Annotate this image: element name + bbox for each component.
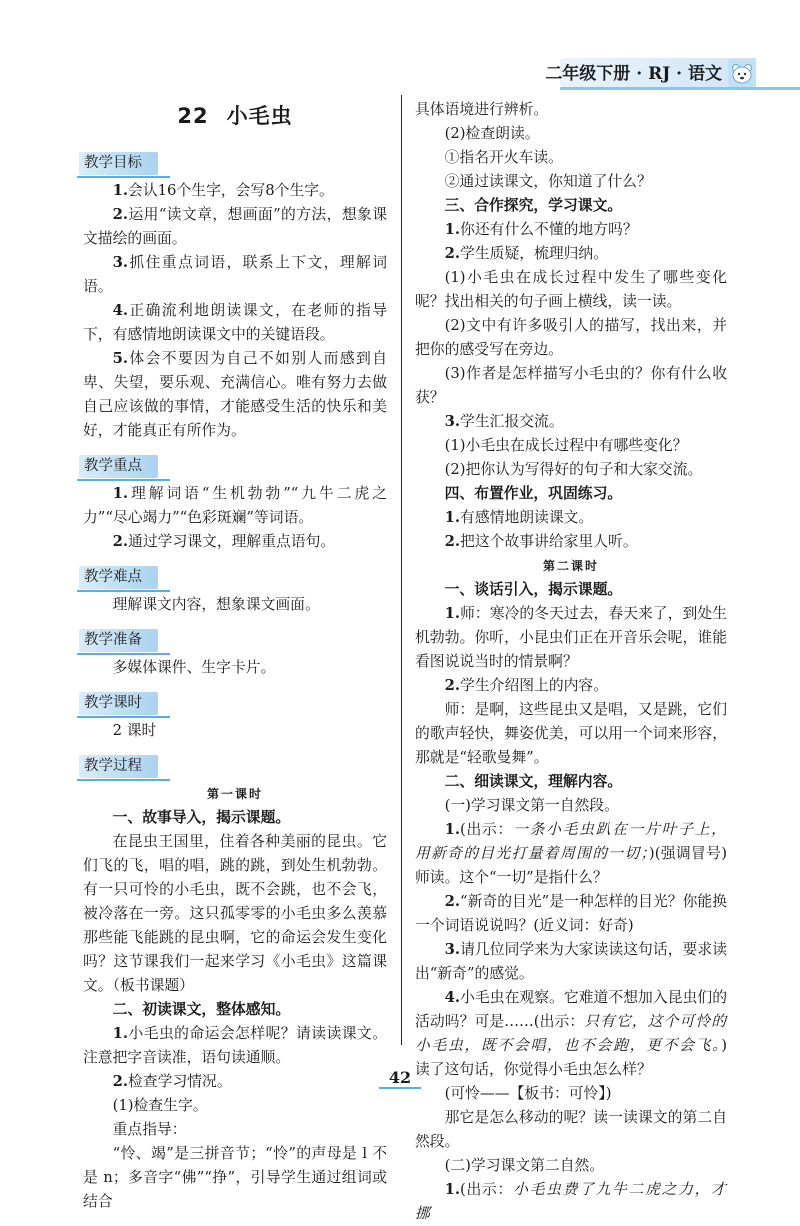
section-process-heading: 教学过程	[79, 755, 158, 778]
lesson-title-text: 小毛虫	[226, 104, 293, 128]
header-label: 二年级下册 · RJ · 语文	[545, 64, 722, 84]
goal-item: 3.抓住重点词语，联系上下文，理解词语。	[83, 254, 387, 295]
paragraph: 1.(出示：一条小毛虫趴在一片叶子上，用新奇的目光打量着周围的一切；)(强调冒号)师读。这个“一切”是指什么？	[415, 821, 727, 886]
paragraph: 重点指导：	[112, 1121, 187, 1138]
paragraph: (二)学习课文第二自然。	[444, 1157, 605, 1174]
column-divider	[401, 95, 402, 1045]
difficult-text: 理解课文内容，想象课文画面。	[112, 596, 320, 613]
paragraph: 具体语境进行辨析。	[415, 101, 549, 118]
step-heading: 一、谈话引入，揭示课题。	[444, 581, 623, 598]
prep-text: 多媒体课件、生字卡片。	[112, 659, 276, 676]
paragraph: (1)小毛虫在成长过程中发生了哪些变化呢？找出相关的句子画上横线，读一读。	[415, 269, 727, 310]
lesson1-heading: 第一课时	[206, 787, 263, 801]
paragraph: “怜、竭”是三拼音节；“怜”的声母是 l 不是 n；多音字“佛”“挣”，引导学生通过组词或结合	[83, 1145, 387, 1210]
paragraph: 1.有感情地朗读课文。	[444, 509, 594, 526]
key-item: 2.通过学习课文，理解重点语句。	[112, 533, 336, 550]
step-heading: 二、细读课文，理解内容。	[444, 773, 623, 790]
lesson-title	[83, 104, 387, 128]
paragraph: 4.小毛虫在观察。它难道不想加入昆虫们的活动吗？可是……(出示：只有它，这个可怜的小毛虫，既不会唱，也不会跑，更不会飞。)读了这句话，你觉得小毛虫怎么样？	[415, 989, 727, 1078]
paragraph: 3.请几位同学来为大家读读这句话，要求读出“新奇”的感觉。	[415, 941, 727, 982]
paragraph: 2.把这个故事讲给家里人听。	[444, 533, 638, 550]
paragraph: 2.学生介绍图上的内容。	[444, 677, 609, 694]
left-column	[83, 98, 387, 1214]
paragraph: 1.(出示：小毛虫费了九牛二虎之力，才挪	[415, 1181, 727, 1222]
goal-item: 4.正确流利地朗读课文，在老师的指导下，有感情地朗读课文中的关键语段。	[83, 302, 387, 343]
step-heading: 二、初读课文，整体感知。	[112, 1001, 291, 1018]
paragraph: 1.你还有什么不懂的地方吗？	[444, 221, 638, 238]
paragraph: 3.学生汇报交流。	[444, 413, 564, 430]
section-key-heading: 教学重点	[79, 455, 158, 478]
paragraph: (2)文中有许多吸引人的描写，找出来，并把你的感受写在旁边。	[415, 317, 727, 358]
paragraph: 1.小毛虫的命运会怎样呢？请读读课文。注意把字音读准，语句读通顺。	[83, 1025, 387, 1066]
step-heading: 一、故事导入，揭示课题。	[112, 809, 291, 826]
paragraph: (2)检查朗读。	[444, 125, 540, 142]
section-goals-heading: 教学目标	[79, 152, 158, 175]
step-heading: 四、布置作业，巩固练习。	[444, 485, 623, 502]
key-item: 1.理解词语“生机勃勃”“九牛二虎之力”“尽心竭力”“色彩斑斓”等词语。	[83, 485, 387, 526]
paragraph: 师：是啊，这些昆虫又是唱，又是跳，它们的歌声轻快，舞姿优美，可以用一个词来形容，那就是“轻歌曼舞”。	[415, 701, 727, 766]
lesson-number: 22	[177, 104, 209, 128]
lesson2-heading: 第二课时	[542, 559, 599, 573]
paragraph: 那它是怎么移动的呢？读一读课文的第二自然段。	[415, 1109, 727, 1150]
section-difficult-heading: 教学难点	[79, 566, 158, 589]
paragraph: (2)把你认为写得好的句子和大家交流。	[444, 461, 703, 478]
paragraph: 在昆虫王国里，住着各种美丽的昆虫。它们飞的飞，唱的唱，跳的跳，到处生机勃勃。有一只可怜的小毛虫，既不会跳，也不会飞，被冷落在一旁。这只孤零零的小毛虫多么羡慕那些能飞能跳的昆虫啊，它的命运会发生变化吗？这节课我们一起来学习《小毛虫》这篇课文。（板书课题）	[83, 833, 387, 994]
goal-item: 2.运用“读文章，想画面”的方法，想象课文描绘的画面。	[83, 206, 387, 247]
goal-item: 5.体会不要因为自己不如别人而感到自卑、失望，要乐观、充满信心。唯有努力去做自己应该做的事情，才能感受生活的快乐和美好，才能真正有所作为。	[83, 350, 387, 439]
paragraph: 2.学生质疑，梳理归纳。	[444, 245, 609, 262]
section-hours-heading: 教学课时	[79, 692, 158, 715]
paragraph: (1)小毛虫在成长过程中有哪些变化？	[444, 437, 688, 454]
paragraph: (可怜——【板书：可怜】)	[444, 1085, 612, 1102]
section-prep-heading: 教学准备	[79, 629, 158, 652]
bear-icon	[728, 59, 756, 87]
paragraph: ①指名开火车读。	[444, 149, 563, 166]
step-heading: 三、合作探究，学习课文。	[444, 197, 623, 214]
page-number: 42	[0, 1068, 800, 1087]
paragraph: (1)检查生字。	[112, 1097, 208, 1114]
paragraph: 1.师：寒冷的冬天过去，春天来了，到处生机勃勃。你听，小昆虫们正在开音乐会呢，谁能看图说说当时的情景啊？	[415, 605, 727, 670]
goal-item: 1.会认16个生字，会写8个生字。	[112, 182, 334, 199]
paragraph: 2.“新奇的目光”是一种怎样的目光？你能换一个词语说说吗？(近义词：好奇)	[415, 893, 727, 934]
paragraph: ②通过读课文，你知道了什么？	[444, 173, 652, 190]
hours-text: 2 课时	[112, 722, 157, 739]
paragraph: (3)作者是怎样描写小毛虫的？你有什么收获？	[415, 365, 727, 406]
paragraph: 2.检查学习情况。	[112, 1073, 232, 1090]
right-column	[415, 98, 727, 1226]
paragraph: (一)学习课文第一自然段。	[444, 797, 619, 814]
